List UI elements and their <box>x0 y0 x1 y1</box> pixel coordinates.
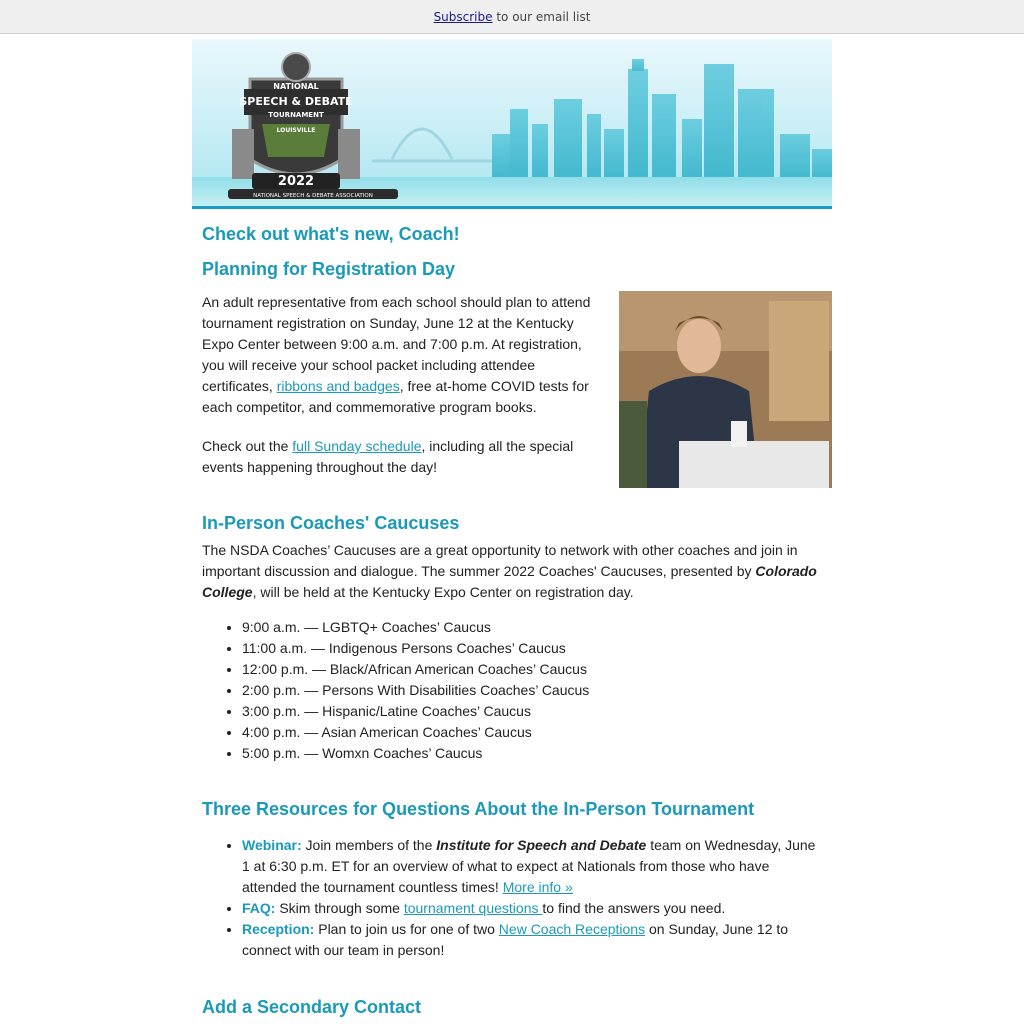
registration-text-b: , free at-home COVID tests for each competitor, and commemorative program books. <box>202 378 589 415</box>
faq-text-a: Skim through some <box>275 900 404 916</box>
email-content <box>202 218 822 1018</box>
tournament-questions-link[interactable]: tournament questions <box>403 900 543 916</box>
faq-label: FAQ: <box>242 900 276 916</box>
ribbons-badges-link[interactable]: ribbons and badges <box>276 378 400 394</box>
faq-text-b: to find the answers you need. <box>542 900 726 916</box>
registration-heading: Planning for Registration Day <box>202 259 456 279</box>
list-item: • 9:00 a.m. — LGBTQ+ Coaches’ Caucus <box>242 617 822 638</box>
registration-text-a: An adult representative from each school should plan to attend tournament registration on Sunday, June 12 at the Kentucky Expo Center between 9:00 a.m. and 7:00 p.m. At registration, you will receive your school packet including attendee certificates, <box>202 294 591 394</box>
subscribe-link[interactable]: Subscribe <box>433 10 493 24</box>
logo-line1: NATIONAL <box>273 82 319 91</box>
registration-paragraph <box>202 292 607 418</box>
list-item: • 5:00 p.m. — Womxn Coaches’ Caucus <box>242 743 822 764</box>
logo-line2: SPEECH & DEBATE <box>239 95 353 108</box>
schedule-text-b: , including all the special events happening throughout the day! <box>202 438 574 475</box>
logo-year: 2022 <box>277 174 315 189</box>
sunday-schedule-link[interactable]: full Sunday schedule <box>292 438 422 454</box>
list-item: • 4:00 p.m. — Asian American Coaches’ Caucus <box>242 722 822 743</box>
schedule-text-a: Check out the <box>202 438 293 454</box>
webinar-text-b: team on Wednesday, June 1 at 6:30 p.m. ET for an overview of what to expect at Nationals from those who have attended the tournament countless times! <box>242 837 816 895</box>
list-item: • 2:00 p.m. — Persons With Disabilities Coaches’ Caucus <box>242 680 822 701</box>
webinar-more-info-link[interactable]: More info » <box>502 879 573 895</box>
webinar-text-a: Join members of the <box>301 837 437 853</box>
resources-heading: Three Resources for Questions About the In-Person Tournament <box>202 799 755 819</box>
caucuses-intro <box>202 540 822 603</box>
list-item: • 3:00 p.m. — Hispanic/Latine Coaches’ Caucus <box>242 701 822 722</box>
subscribe-bar <box>0 0 1024 34</box>
tournament-banner <box>192 39 832 206</box>
webinar-label: Webinar: <box>242 837 302 853</box>
faq-item <box>242 898 822 919</box>
caucus-list <box>202 617 822 764</box>
logo-line3: TOURNAMENT <box>268 111 324 119</box>
caucuses-heading: In-Person Coaches' Caucuses <box>202 513 460 533</box>
resources-list <box>202 835 822 961</box>
reception-text-b: on Sunday, June 12 to connect with our team in person! <box>242 921 789 958</box>
logo-city: LOUISVILLE <box>276 127 316 134</box>
list-item: • 12:00 p.m. — Black/African American Coaches’ Caucus <box>242 659 822 680</box>
reception-label: Reception: <box>242 921 315 937</box>
institute-name: Institute for Speech and Debate <box>436 837 647 853</box>
banner-divider <box>192 206 832 209</box>
logo-org: NATIONAL SPEECH & DEBATE ASSOCIATION <box>253 193 373 199</box>
caucuses-intro-a: The NSDA Coaches’ Caucuses are a great opportunity to network with other coaches and join in important discussion and dialogue. The summer 2022 Coaches' Caucuses, presented by <box>202 542 798 579</box>
greeting-heading: Check out what's new, Coach! <box>202 224 460 244</box>
caucuses-intro-b: , will be held at the Kentucky Expo Center on registration day. <box>252 584 634 600</box>
reception-item <box>242 919 822 961</box>
new-coach-receptions-link[interactable]: New Coach Receptions <box>498 921 646 937</box>
reception-text-a: Plan to join us for one of two <box>314 921 499 937</box>
colorado-college: Colorado College <box>202 563 817 600</box>
list-item: • 11:00 a.m. — Indigenous Persons Coaches’ Caucus <box>242 638 822 659</box>
webinar-item <box>242 835 822 898</box>
louisville-skyline-illustration <box>192 39 832 206</box>
subscribe-text: to our email list <box>492 10 591 24</box>
secondary-contact-heading: Add a Secondary Contact <box>202 997 422 1017</box>
schedule-paragraph <box>202 436 607 478</box>
